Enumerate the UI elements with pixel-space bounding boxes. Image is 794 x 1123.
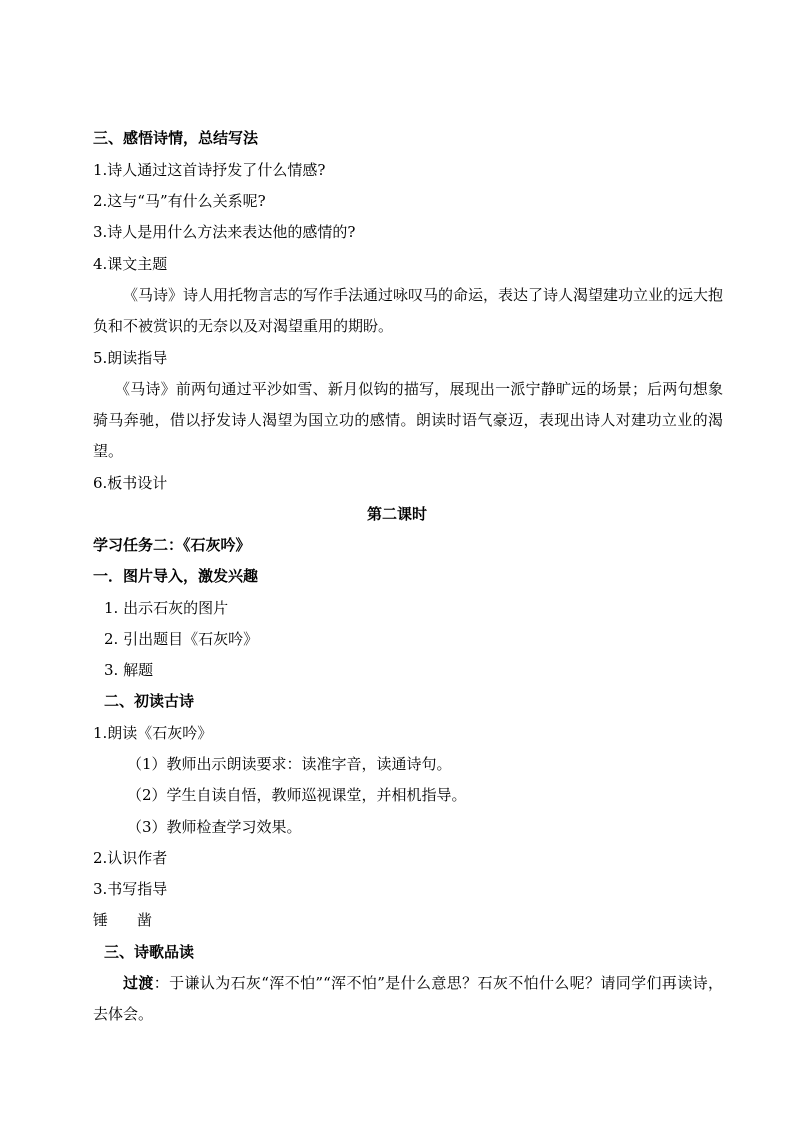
transition-label: 过渡 <box>123 974 154 992</box>
transition-text: ：于谦认为石灰“浑不怕”“浑不怕”是什么意思？石灰不怕什么呢？请同学们再读诗，去体会。 <box>93 974 723 1023</box>
transition-paragraph <box>93 968 723 1030</box>
question-1: 1.诗人通过这首诗抒发了什么情感? <box>93 161 326 179</box>
list-item: 1. 出示石灰的图片 <box>104 599 229 617</box>
sub-item: （2）学生自读自悟，教师巡视课堂，并相机指导。 <box>127 786 467 804</box>
sub-item: （3）教师检查学习效果。 <box>127 818 302 836</box>
lesson-title: 第二课时 <box>366 505 427 523</box>
section-heading: 三、感悟诗情，总结写法 <box>93 129 259 147</box>
part3-heading: 三、诗歌品读 <box>104 943 195 961</box>
reading-title: 5.朗读指导 <box>93 349 168 367</box>
part2-item-2: 2.认识作者 <box>93 849 168 867</box>
part2-item-3: 3.书写指导 <box>93 880 168 898</box>
writing-char: 凿 <box>137 911 153 929</box>
part2-item-1: 1.朗读《石灰吟》 <box>93 724 213 742</box>
theme-paragraph: 《马诗》诗人用托物言志的写作手法通过咏叹马的命运，表达了诗人渴望建功立业的远大抱负和不被赏识的无奈以及对渴望重用的期盼。 <box>93 286 724 335</box>
part1-heading: 一．图片导入，激发兴趣 <box>93 567 259 585</box>
task-title: 学习任务二：《石灰吟》 <box>93 536 251 554</box>
sub-item: （1）教师出示朗读要求：读准字音，读通诗句。 <box>127 755 452 773</box>
list-item: 2. 引出题目《石灰吟》 <box>104 630 259 648</box>
list-item: 3. 解题 <box>104 661 154 679</box>
reading-paragraph: 《马诗》前两句通过平沙如雪、新月似钩的描写，展现出一派宁静旷远的场景；后两句想象骑马奔驰，借以抒发诗人渴望为国立功的感情。朗读时语气豪迈，表现出诗人对建功立业的渴望。 <box>93 380 723 460</box>
writing-char: 锤 <box>93 911 109 929</box>
question-3: 3.诗人是用什么方法来表达他的感情的? <box>93 223 356 241</box>
question-2: 2.这与“马”有什么关系呢? <box>93 192 266 210</box>
part2-heading: 二、初读古诗 <box>104 692 195 710</box>
theme-title: 4.课文主题 <box>93 255 168 273</box>
board-design-title: 6.板书设计 <box>93 474 168 492</box>
